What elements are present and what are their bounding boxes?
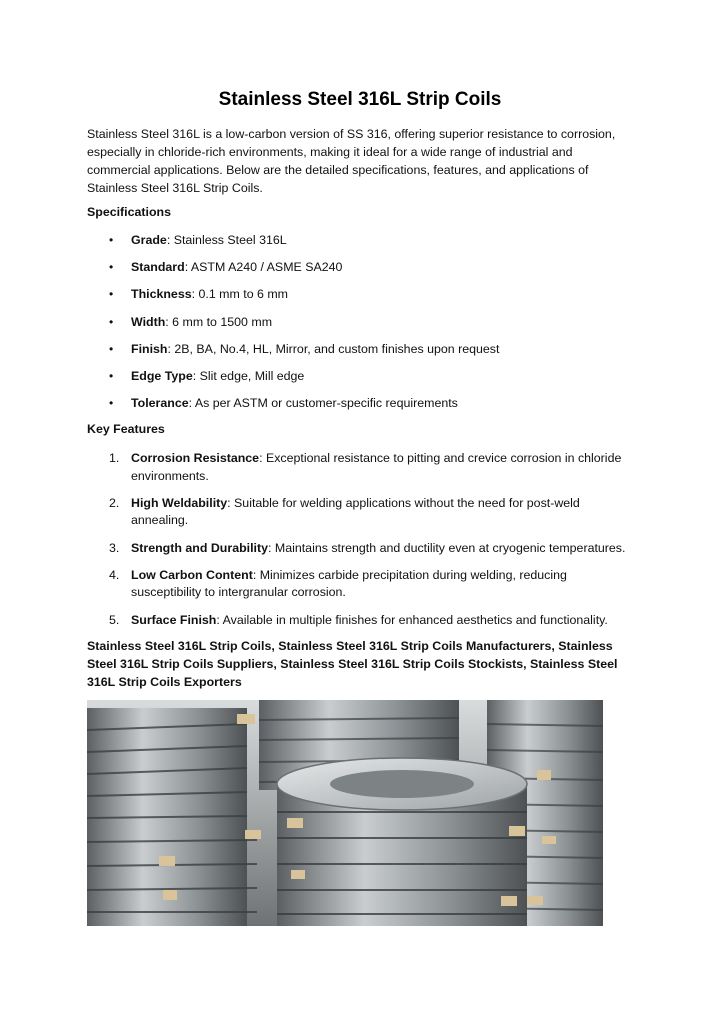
spec-value: : 0.1 mm to 6 mm <box>191 287 288 302</box>
spec-label: Standard <box>131 260 185 275</box>
spec-label: Grade <box>131 233 167 247</box>
feature-value: : Available in multiple finishes for enhanced aesthetics and functionality. <box>216 612 608 627</box>
spec-label: Width <box>131 314 166 329</box>
feature-value: : Minimizes carbide precipitation during welding, reducing susceptibility to intergranular corrosion. <box>131 567 567 599</box>
list-item <box>0 395 720 422</box>
key-features-list <box>0 450 720 632</box>
item-number: 4. <box>109 567 120 582</box>
page-title: Stainless Steel 316L Strip Coils <box>218 89 502 110</box>
spec-value: : ASTM A240 / ASME SA240 <box>184 260 343 275</box>
list-item <box>0 341 720 368</box>
spec-value: : 6 mm to 1500 mm <box>165 314 273 329</box>
spec-label: Finish <box>131 341 168 356</box>
bullet-icon: • <box>109 341 114 356</box>
feature-value: : Exceptional resistance to pitting and crevice corrosion in chloride environments. <box>131 451 622 483</box>
list-item <box>0 540 720 567</box>
keywords-paragraph: Stainless Steel 316L Strip Coils, Stainless Steel 316L Strip Coils Manufacturers, Stainless Steel 316L Strip Coils Suppliers, Stainless Steel 316L Strip Coils Stockists, Stainless Steel 316L Strip Coils Exporters <box>87 639 618 689</box>
spec-label: Thickness <box>131 287 192 302</box>
spec-label: Tolerance <box>131 396 189 411</box>
feature-label: Low Carbon Content <box>131 567 253 582</box>
list-item <box>0 450 720 495</box>
spec-value: : As per ASTM or customer-specific requirements <box>188 396 458 411</box>
list-item <box>0 567 720 612</box>
bullet-icon: • <box>109 396 114 411</box>
list-item <box>0 368 720 395</box>
bullet-icon: • <box>109 314 114 329</box>
item-number: 3. <box>109 540 120 555</box>
item-number: 5. <box>109 612 120 627</box>
spec-value: : Stainless Steel 316L <box>166 233 287 247</box>
list-item <box>0 495 720 540</box>
coils-illustration <box>87 700 603 926</box>
feature-label: Strength and Durability <box>131 540 268 555</box>
list-item <box>0 259 720 286</box>
spec-label: Edge Type <box>131 368 193 383</box>
item-number: 2. <box>109 495 120 510</box>
feature-label: Corrosion Resistance <box>131 451 260 465</box>
key-features-heading: Key Features <box>87 422 165 436</box>
list-item <box>0 612 720 632</box>
list-item <box>0 286 720 313</box>
steel-strip-coils-photo <box>87 700 603 926</box>
specifications-heading: Specifications <box>87 205 172 219</box>
feature-label: Surface Finish <box>131 612 217 627</box>
specifications-list <box>0 232 720 422</box>
list-item <box>0 314 720 341</box>
item-number: 1. <box>109 451 120 465</box>
feature-value: : Suitable for welding applications without the need for post-weld annealing. <box>131 495 580 527</box>
bullet-icon: • <box>109 260 114 275</box>
bullet-icon: • <box>109 233 114 247</box>
intro-paragraph: Stainless Steel 316L is a low-carbon version of SS 316, offering superior resistance to corrosion, especially in chloride-rich environments, making it ideal for a wide range of industrial and commercial applications. Below are the detailed specifications, features, and applications of Stainless Steel 316L Strip Coils. <box>87 127 616 195</box>
list-item <box>0 232 720 259</box>
feature-value: : Maintains strength and ductility even at cryogenic temperatures. <box>268 540 626 555</box>
bullet-icon: • <box>109 287 114 302</box>
spec-value: : 2B, BA, No.4, HL, Mirror, and custom finishes upon request <box>167 341 500 356</box>
feature-label: High Weldability <box>131 495 228 510</box>
bullet-icon: • <box>109 368 114 383</box>
spec-value: : Slit edge, Mill edge <box>192 368 305 383</box>
